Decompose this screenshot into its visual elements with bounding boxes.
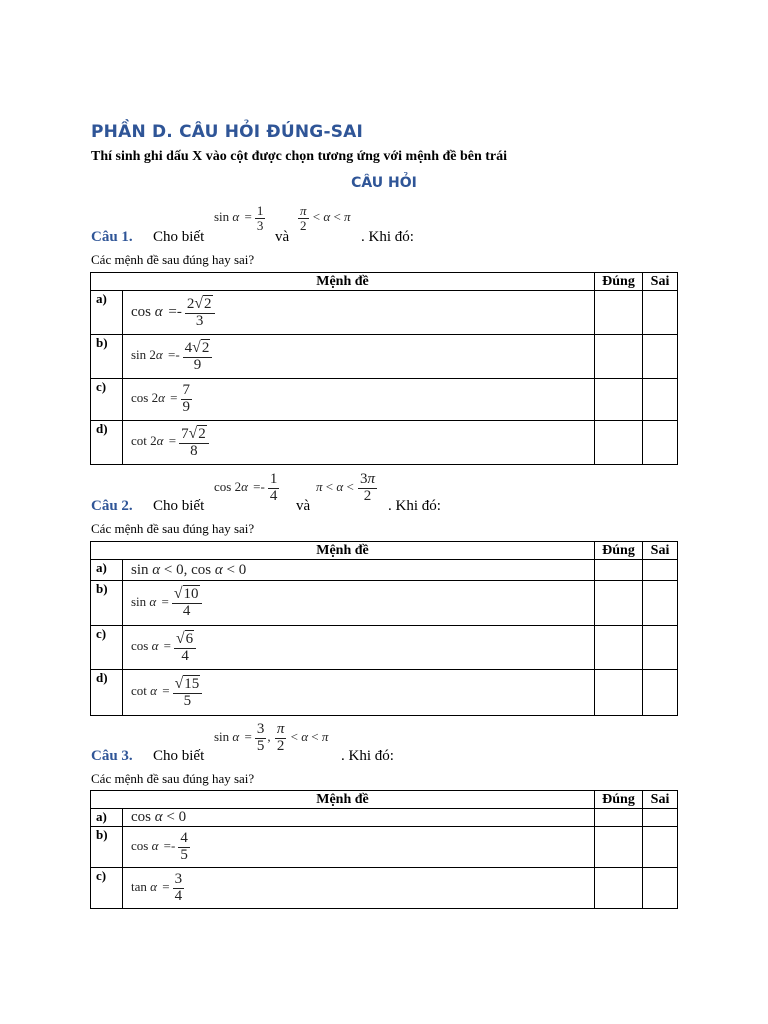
question-3-formula: sin α = $\frac{3}{5}$ , $\frac{\pi}{2}$ < α < π	[214, 721, 329, 754]
true-checkbox-cell[interactable]	[595, 581, 643, 626]
item-letter: b)	[91, 581, 123, 626]
question-1-prompt: Các mệnh đề sau đúng hay sai?	[91, 252, 255, 267]
question-2-table	[90, 541, 678, 716]
true-checkbox-cell[interactable]	[595, 670, 643, 716]
statement-cell: sin α < 0, cos α < 0	[123, 560, 595, 581]
question-1-label: Câu 1.	[91, 229, 133, 245]
statement-cell: sin 2α =- $\frac{4√2}{9}$	[123, 335, 595, 379]
statement-cell: cot α = $\frac{√15}{5}$	[123, 670, 595, 716]
table-header-row	[91, 542, 678, 560]
table-row	[91, 335, 678, 379]
table-header-row	[91, 273, 678, 291]
table-row	[91, 291, 678, 335]
statement-cell: cos 2α = $\frac{7}{9}$	[123, 379, 595, 421]
question-2-label: Câu 2.	[91, 498, 133, 514]
item-letter: c)	[91, 379, 123, 421]
statement-cell: cos α =- $\frac{4}{5}$	[123, 827, 595, 868]
item-letter: b)	[91, 827, 123, 868]
true-checkbox-cell[interactable]	[595, 421, 643, 465]
table-row	[91, 827, 678, 868]
table-row	[91, 809, 678, 827]
item-letter: d)	[91, 670, 123, 716]
header-false: Sai	[643, 791, 678, 809]
false-checkbox-cell[interactable]	[643, 421, 678, 465]
question-1-and: và	[275, 229, 290, 245]
table-row	[91, 626, 678, 670]
false-checkbox-cell[interactable]	[643, 291, 678, 335]
item-letter: a)	[91, 291, 123, 335]
true-checkbox-cell[interactable]	[595, 809, 643, 827]
table-header-row	[91, 791, 678, 809]
table-row	[91, 868, 678, 909]
table-row	[91, 560, 678, 581]
false-checkbox-cell[interactable]	[643, 670, 678, 716]
header-statement: Mệnh đề	[91, 791, 595, 809]
question-1-formula-sin: sin α = $\frac{1}{3}$	[214, 203, 264, 233]
section-title: PHẦN D. CÂU HỎI ĐÚNG-SAI	[91, 122, 364, 142]
item-letter: c)	[91, 626, 123, 670]
statement-cell: tan α = $\frac{3}{4}$	[123, 868, 595, 909]
question-1-given: Cho biết	[153, 229, 205, 245]
table-row	[91, 379, 678, 421]
statement-cell: cos α =- $\frac{2√2}{3}$	[123, 291, 595, 335]
question-3-table	[90, 790, 678, 909]
false-checkbox-cell[interactable]	[643, 335, 678, 379]
false-checkbox-cell[interactable]	[643, 809, 678, 827]
header-true: Đúng	[595, 542, 643, 560]
question-3-then: . Khi đó:	[341, 748, 394, 764]
header-true: Đúng	[595, 791, 643, 809]
false-checkbox-cell[interactable]	[643, 827, 678, 868]
item-letter: b)	[91, 335, 123, 379]
statement-cell: cos α = $\frac{√6}{4}$	[123, 626, 595, 670]
header-statement: Mệnh đề	[91, 542, 595, 560]
header-false: Sai	[643, 542, 678, 560]
table-row	[91, 581, 678, 626]
item-letter: a)	[91, 809, 123, 827]
item-letter: d)	[91, 421, 123, 465]
false-checkbox-cell[interactable]	[643, 626, 678, 670]
question-2-given: Cho biết	[153, 498, 205, 514]
true-checkbox-cell[interactable]	[595, 827, 643, 868]
statement-cell: cot 2α = $\frac{7√2}{8}$	[123, 421, 595, 465]
statement-cell: cos α < 0	[123, 809, 595, 827]
item-letter: a)	[91, 560, 123, 581]
question-3-label: Câu 3.	[91, 748, 133, 764]
header-true: Đúng	[595, 273, 643, 291]
true-checkbox-cell[interactable]	[595, 560, 643, 581]
true-checkbox-cell[interactable]	[595, 291, 643, 335]
question-1-table	[90, 272, 678, 465]
item-letter: c)	[91, 868, 123, 909]
true-checkbox-cell[interactable]	[595, 379, 643, 421]
true-checkbox-cell[interactable]	[595, 626, 643, 670]
true-checkbox-cell[interactable]	[595, 335, 643, 379]
question-2-prompt: Các mệnh đề sau đúng hay sai?	[91, 521, 255, 536]
header-statement: Mệnh đề	[91, 273, 595, 291]
instruction-text: Thí sinh ghi dấu X vào cột được chọn tương ứng với mệnh đề bên trái	[91, 149, 508, 164]
true-checkbox-cell[interactable]	[595, 868, 643, 909]
table-row	[91, 421, 678, 465]
header-false: Sai	[643, 273, 678, 291]
question-3-given: Cho biết	[153, 748, 205, 764]
statement-cell: sin α = $\frac{√10}{4}$	[123, 581, 595, 626]
table-row	[91, 670, 678, 716]
question-2-formula-cos: cos 2α =- $\frac{1}{4}$	[214, 471, 278, 504]
question-1-formula-range: $\frac{\pi}{2}$ < α < π	[300, 203, 351, 233]
false-checkbox-cell[interactable]	[643, 581, 678, 626]
false-checkbox-cell[interactable]	[643, 868, 678, 909]
questions-heading: CÂU HỎI	[351, 175, 417, 191]
question-3-prompt: Các mệnh đề sau đúng hay sai?	[91, 771, 255, 786]
question-1-then: . Khi đó:	[361, 229, 414, 245]
false-checkbox-cell[interactable]	[643, 379, 678, 421]
question-2-formula-range: π < α < $\frac{3\pi}{2}$	[316, 471, 376, 504]
question-2-and: và	[296, 498, 311, 514]
question-2-then: . Khi đó:	[388, 498, 441, 514]
false-checkbox-cell[interactable]	[643, 560, 678, 581]
